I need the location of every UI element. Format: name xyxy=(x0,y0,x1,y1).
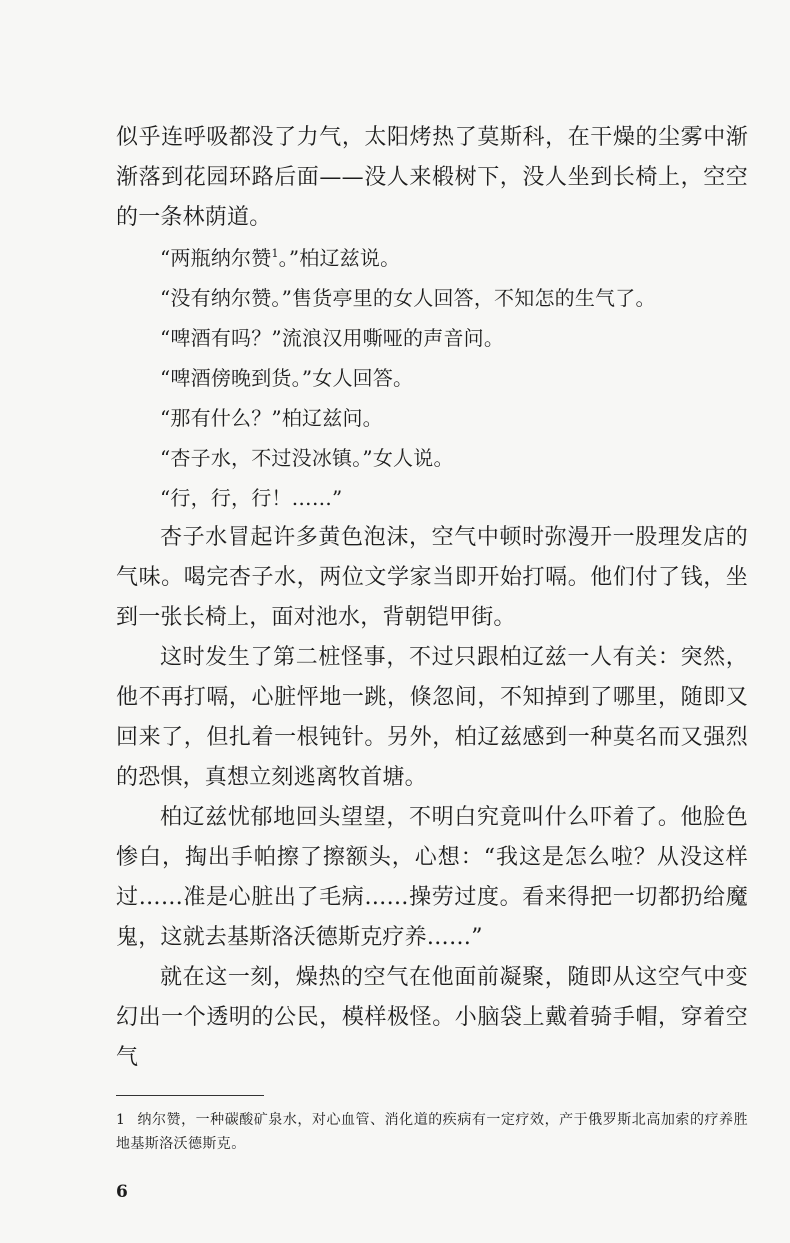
footnote-divider xyxy=(116,1095,264,1096)
paragraph-dialog xyxy=(116,238,748,278)
paragraph: 柏辽兹忧郁地回头望望，不明白究竟叫什么吓着了。他脸色惨白，掏出手帕擦了擦额头，心想：“我这是怎么啦？从没这样过……准是心脏出了毛病……操劳过度。看来得把一切都扔给魔鬼，这就去基斯洛沃德斯克疗养……” xyxy=(116,805,748,950)
footnote-marker: 1 xyxy=(271,247,279,260)
dialog-text: “两瓶纳尔赞 xyxy=(160,246,272,270)
paragraph: 杏子水冒起许多黄色泡沫，空气中顿时弥漫开一股理发店的气味。喝完杏子水，两位文学家当即开始打嗝。他们付了钱，坐到一张长椅上，面对池水，背朝铠甲街。 xyxy=(116,525,748,630)
paragraph: 似乎连呼吸都没了力气，太阳烤热了莫斯科，在干燥的尘雾中渐渐落到花园环路后面——没人来椴树下，没人坐到长椅上，空空的一条林荫道。 xyxy=(116,125,748,230)
paragraph-dialog: “那有什么？”柏辽兹问。 xyxy=(160,406,383,430)
paragraph-dialog: “啤酒有吗？”流浪汉用嘶哑的声音问。 xyxy=(160,326,505,350)
paragraph: 就在这一刻，燥热的空气在他面前凝聚，随即从这空气中变幻出一个透明的公民，模样极怪。小脑袋上戴着骑手帽，穿着空气 xyxy=(116,965,748,1070)
paragraph-dialog: “杏子水，不过没冰镇。”女人说。 xyxy=(160,446,454,470)
paragraph-dialog: “没有纳尔赞。”售货亭里的女人回答，不知怎的生气了。 xyxy=(160,286,656,310)
body-text xyxy=(116,118,748,1078)
paragraph-dialog: “行，行，行！……” xyxy=(160,486,343,510)
paragraph-dialog: “啤酒傍晚到货。”女人回答。 xyxy=(160,366,414,390)
dialog-tail: 。”柏辽兹说。 xyxy=(278,246,401,270)
footnote-number: 1 xyxy=(116,1112,126,1128)
paragraph: 这时发生了第二桩怪事，不过只跟柏辽兹一人有关：突然，他不再打嗝，心脏怦地一跳，倏忽间，不知掉到了哪里，随即又回来了，但扎着一根钝针。另外，柏辽兹感到一种莫名而又强烈的恐惧，真想立刻逃离牧首塘。 xyxy=(116,645,748,790)
page-number: 6 xyxy=(116,1182,128,1202)
footnote xyxy=(116,1108,748,1156)
footnote-text: 纳尔赞，一种碳酸矿泉水，对心血管、消化道的疾病有一定疗效，产于俄罗斯北高加索的疗养胜地基斯洛沃德斯克。 xyxy=(116,1112,748,1152)
